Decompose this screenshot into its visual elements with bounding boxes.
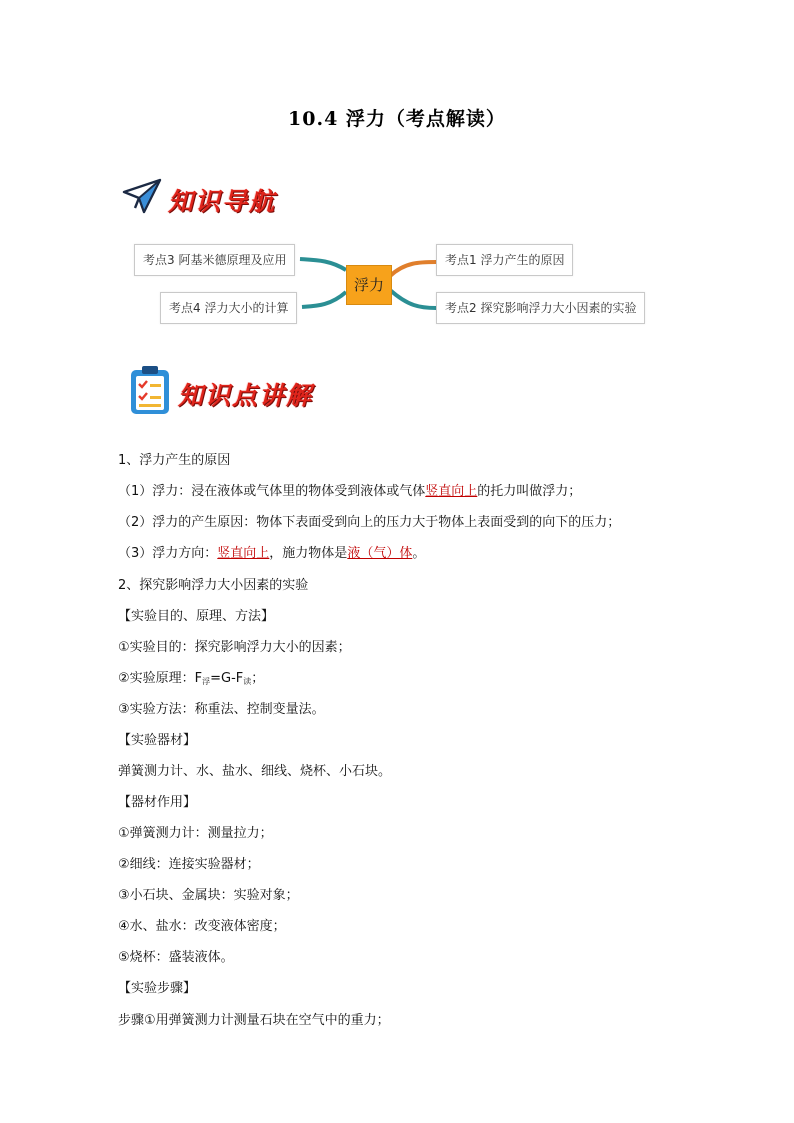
highlight-vertical-up: 竖直向上: [425, 484, 478, 499]
text-line-role-5: ⑤烧杯：盛装液体。: [118, 950, 234, 965]
mindmap-connectors: [0, 0, 794, 400]
text-line-buoyancy-def: （1）浮力：浸在液体或气体里的物体受到液体或气体竖直向上的托力叫做浮力；: [118, 484, 582, 499]
text-line-method: ③实验方法：称重法、控制变量法。: [118, 702, 325, 717]
mindmap-node-2: 考点2 探究影响浮力大小因素的实验: [436, 292, 645, 324]
branch-line-4: [302, 292, 346, 307]
text-line-role-4: ④水、盐水：改变液体密度；: [118, 919, 286, 934]
bracket-heading-roles: 【器材作用】: [118, 795, 197, 810]
nav-banner-title: 知识导航: [168, 187, 277, 216]
text-line-role-1: ①弹簧测力计：测量拉力；: [118, 826, 273, 841]
text-line-buoyancy-direction: （3）浮力方向：竖直向上，施力物体是液（气）体。: [118, 546, 426, 561]
text-line-purpose: ①实验目的：探究影响浮力大小的因素；: [118, 640, 351, 655]
mindmap-node-1: 考点1 浮力产生的原因: [436, 244, 573, 276]
text-line-buoyancy-cause: （2）浮力的产生原因：物体下表面受到向上的压力大于物体上表面受到的向下的压力；: [118, 515, 621, 530]
bracket-heading-equipment: 【实验器材】: [118, 733, 197, 748]
page-title: 10.4 浮力（考点解读）: [288, 108, 506, 130]
explain-banner: [128, 364, 348, 420]
text-line-role-3: ③小石块、金属块：实验对象；: [118, 888, 299, 903]
branch-line-1: [390, 262, 436, 276]
text-line-equipment: 弹簧测力计、水、盐水、细线、烧杯、小石块。: [118, 764, 392, 779]
highlight-direction: 竖直向上: [217, 546, 270, 561]
mindmap-node-3: 考点3 阿基米德原理及应用: [134, 244, 295, 276]
section-1-heading: 1、浮力产生的原因: [118, 453, 231, 468]
clipboard-icon: [128, 364, 172, 416]
mindmap-center: 浮力: [346, 265, 392, 305]
bracket-heading-steps: 【实验步骤】: [118, 981, 197, 996]
text-line-role-2: ②细线：连接实验器材；: [118, 857, 260, 872]
branch-line-3: [300, 259, 346, 270]
text-line-step-1: 步骤①用弹簧测力计测量石块在空气中的重力；: [118, 1013, 390, 1028]
text-line-principle: ②实验原理：$F_浮=G-F_读$；: [118, 671, 265, 686]
highlight-source: 液（气）体: [347, 546, 413, 561]
bracket-heading-purpose: 【实验目的、原理、方法】: [118, 609, 275, 624]
section-2-heading: 2、探究影响浮力大小因素的实验: [118, 578, 309, 593]
mindmap-node-4: 考点4 浮力大小的计算: [160, 292, 297, 324]
branch-line-2: [390, 290, 436, 308]
explain-banner-title: 知识点讲解: [178, 381, 314, 410]
